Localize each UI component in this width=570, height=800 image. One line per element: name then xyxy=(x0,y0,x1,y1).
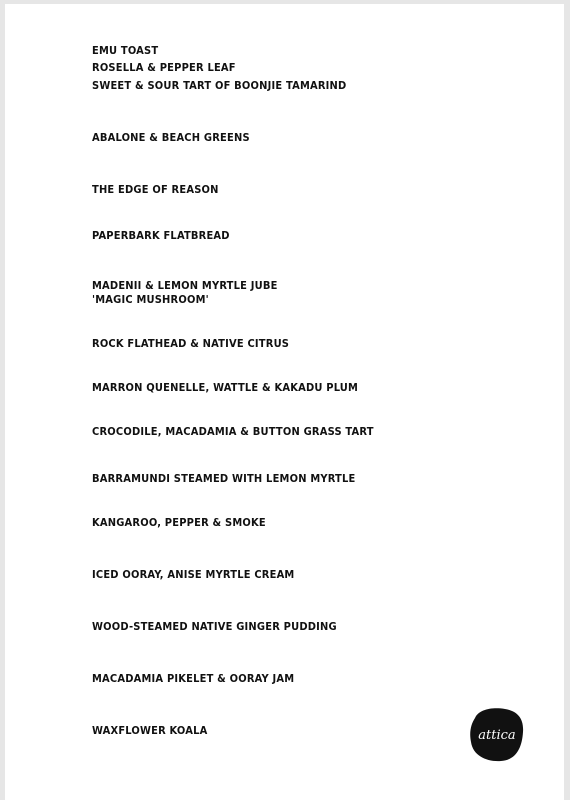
menu-item-rock-flathead: ROCK FLATHEAD & NATIVE CITRUS xyxy=(92,337,290,350)
menu-item-edge-of-reason: THE EDGE OF REASON xyxy=(92,183,219,196)
menu-item-ginger-pudding: WOOD-STEAMED NATIVE GINGER PUDDING xyxy=(92,620,337,633)
menu-item-waxflower-koala: WAXFLOWER KOALA xyxy=(92,724,208,737)
menu-page xyxy=(5,4,564,800)
menu-item-macadamia-pikelet: MACADAMIA PIKELET & OORAY JAM xyxy=(92,672,295,685)
menu-item-abalone: ABALONE & BEACH GREENS xyxy=(92,131,250,144)
menu-item-kangaroo: KANGAROO, PEPPER & SMOKE xyxy=(92,516,266,529)
menu-item-marron-quenelle: MARRON QUENELLE, WATTLE & KAKADU PLUM xyxy=(92,381,359,394)
menu-item-crocodile-tart: CROCODILE, MACADAMIA & BUTTON GRASS TART xyxy=(92,425,374,438)
menu-item-sweet-sour-tart: SWEET & SOUR TART OF BOONJIE TAMARIND xyxy=(92,79,347,92)
menu-item-barramundi: BARRAMUNDI STEAMED WITH LEMON MYRTLE xyxy=(92,472,356,485)
menu-item-madenii-jube: MADENII & LEMON MYRTLE JUBE xyxy=(92,279,278,292)
menu-item-iced-ooray: ICED OORAY, ANISE MYRTLE CREAM xyxy=(92,568,295,581)
menu-item-paperbark-flatbread: PAPERBARK FLATBREAD xyxy=(92,229,230,242)
attica-logo xyxy=(469,706,525,762)
menu-item-emu-toast: EMU TOAST xyxy=(92,44,159,57)
menu-item-rosella-pepper-leaf: ROSELLA & PEPPER LEAF xyxy=(92,61,236,74)
logo-text: attica xyxy=(478,728,516,743)
menu-item-magic-mushroom: 'MAGIC MUSHROOM' xyxy=(92,293,209,306)
